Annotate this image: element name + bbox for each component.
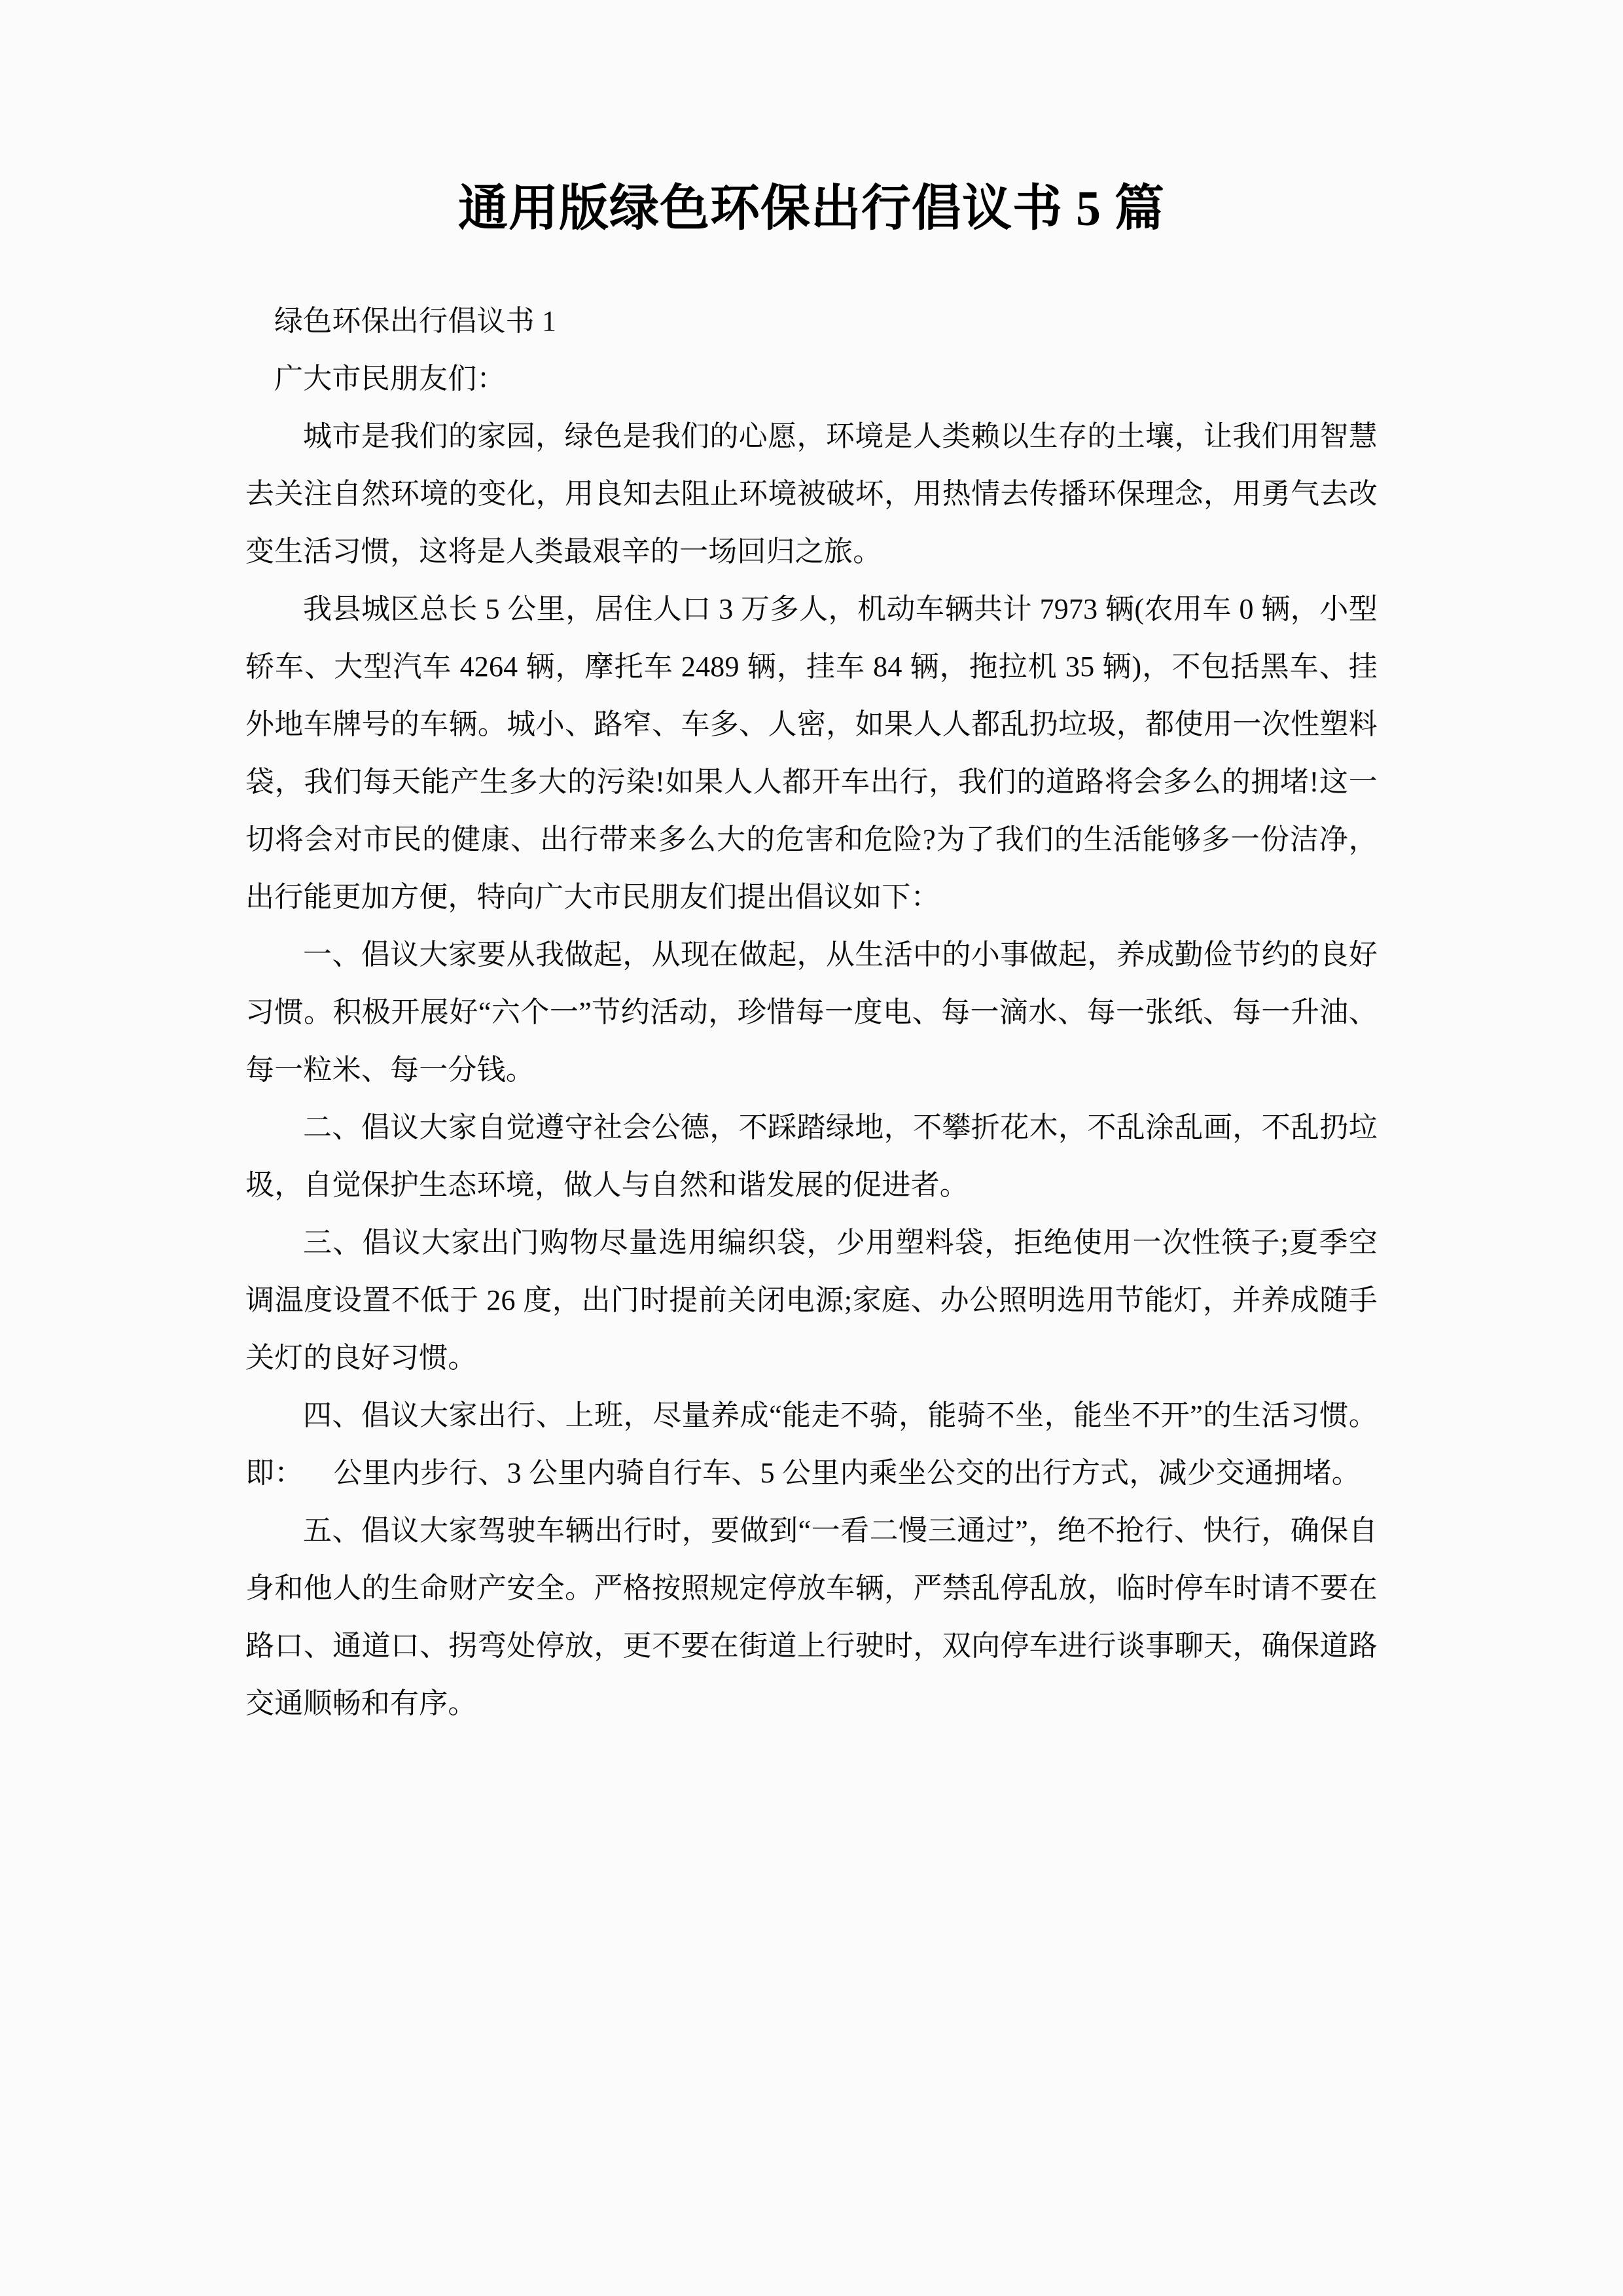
- document-body: [245, 293, 1378, 1732]
- proposal-item-five: 五、倡议大家驾驶车辆出行时，要做到“一看二慢三通过”，绝不抢行、快行，确保自身和他人的生命财产安全。严格按照规定停放车辆，严禁乱停乱放，临时停车时请不要在路口、通道口、拐弯处停放，更不要在街道上行驶时，双向停车进行谈事聊天，确保道路交通顺畅和有序。: [245, 1514, 1378, 1719]
- page-title: 通用版绿色环保出行倡议书 5 篇: [458, 181, 1165, 236]
- proposal-item-three: 三、倡议大家出门购物尽量选用编织袋，少用塑料袋，拒绝使用一次性筷子;夏季空调温度设置不低于 26 度，出门时提前关闭电源;家庭、办公照明选用节能灯，并养成随手关灯的良好习惯。: [245, 1226, 1378, 1374]
- proposal-item-four-tail: 公里内步行、3 公里内骑自行车、5 公里内乘坐公交的出行方式，减少交通拥堵。: [333, 1456, 1361, 1489]
- proposal-item-two: 二、倡议大家自觉遵守社会公德，不踩踏绿地，不攀折花木，不乱涂乱画，不乱扔垃圾，自觉保护生态环境，做人与自然和谐发展的促进者。: [245, 1111, 1378, 1201]
- paragraph-statistics: 我县城区总长 5 公里，居住人口 3 万多人，机动车辆共计 7973 辆(农用车 0 辆，小型轿车、大型汽车 4264 辆，摩托车 2489 辆，挂车 84 辆，拖拉机 35 辆)，不包括黑车、挂外地车牌号的车辆。城小、路窄、车多、人密，如果人人都乱扔垃圾，都使用一次性塑料袋，我们每天能产生多大的污染!如果人人都开车出行，我们的道路将会多么的拥堵!这一切将会对市民的健康、出行带来多么大的危害和危险?为了我们的生活能够多一份洁净，出行能更加方便，特向广大市民朋友们提出倡议如下：: [245, 592, 1378, 913]
- section-heading: 绿色环保出行倡议书 1: [274, 304, 557, 337]
- paragraph-intro: 城市是我们的家园，绿色是我们的心愿，环境是人类赖以生存的土壤，让我们用智慧去关注自然环境的变化，用良知去阻止环境被破坏，用热情去传播环保理念，用勇气去改变生活习惯，这将是人类最艰辛的一场回归之旅。: [245, 420, 1378, 567]
- proposal-item-four-head: 四、倡议大家出行、上班，尽量养成“能走不骑，能骑不坐，能坐不开”的生活习惯。即：: [245, 1399, 1378, 1489]
- page-content-area: [245, 0, 1378, 1732]
- salutation: 广大市民朋友们：: [274, 362, 506, 395]
- proposal-item-one: 一、倡议大家要从我做起，从现在做起，从生活中的小事做起，养成勤俭节约的良好习惯。积极开展好“六个一”节约活动，珍惜每一度电、每一滴水、每一张纸、每一升油、每一粒米、每一分钱。: [245, 938, 1378, 1086]
- proposal-item-four: [245, 1387, 1378, 1502]
